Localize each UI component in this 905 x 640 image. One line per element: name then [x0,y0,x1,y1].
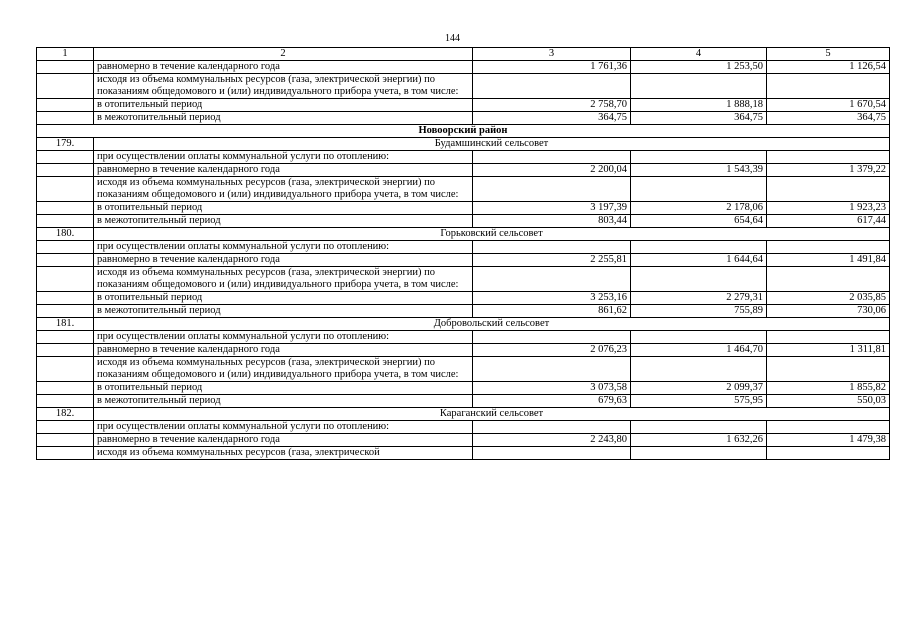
row-label: в межотопительный период [94,305,473,318]
value-cell-v5: 1 670,54 [767,99,890,112]
table-row [37,447,890,460]
settlement-row [37,408,890,421]
row-number-cell [37,357,94,382]
table-row [37,382,890,395]
settlement-name: Горьковский сельсовет [94,228,890,241]
value-cell-v4: 1 644,64 [631,254,767,267]
value-cell-v5: 1 379,22 [767,164,890,177]
value-cell-v3: 3 073,58 [473,382,631,395]
row-number-cell [37,99,94,112]
settlement-row [37,318,890,331]
value-cell-v5 [767,74,890,99]
value-cell-v4 [631,421,767,434]
row-number-cell [37,215,94,228]
row-label: исходя из объема коммунальных ресурсов (газа, электрической энергии) по показаниям общедомового и (или) индивидуального прибора учета, в том числе: [94,177,473,202]
column-header-row [37,48,890,61]
value-cell-v4: 2 099,37 [631,382,767,395]
value-cell-v4: 575,95 [631,395,767,408]
value-cell-v4: 654,64 [631,215,767,228]
row-label: исходя из объема коммунальных ресурсов (газа, электрической энергии) по показаниям общедомового и (или) индивидуального прибора учета, в том числе: [94,267,473,292]
table-row [37,215,890,228]
value-cell-v4 [631,74,767,99]
settlement-number: 180. [37,228,94,241]
table-row [37,344,890,357]
tariff-table [36,47,890,460]
value-cell-v5: 1 311,81 [767,344,890,357]
row-label: исходя из объема коммунальных ресурсов (газа, электрической энергии) по показаниям общедомового и (или) индивидуального прибора учета, в том числе: [94,74,473,99]
row-number-cell [37,74,94,99]
value-cell-v3: 803,44 [473,215,631,228]
value-cell-v3 [473,177,631,202]
district-row [37,125,890,138]
value-cell-v5: 1 855,82 [767,382,890,395]
row-label: равномерно в течение календарного года [94,434,473,447]
value-cell-v3 [473,421,631,434]
row-label: исходя из объема коммунальных ресурсов (газа, электрической [94,447,473,460]
value-cell-v5: 364,75 [767,112,890,125]
row-number-cell [37,292,94,305]
value-cell-v3 [473,357,631,382]
value-cell-v3 [473,241,631,254]
table-row [37,112,890,125]
settlement-row [37,138,890,151]
row-label: исходя из объема коммунальных ресурсов (газа, электрической энергии) по показаниям общедомового и (или) индивидуального прибора учета, в том числе: [94,357,473,382]
value-cell-v5: 1 479,38 [767,434,890,447]
row-number-cell [37,305,94,318]
row-number-cell [37,267,94,292]
value-cell-v3: 2 255,81 [473,254,631,267]
row-label: при осуществлении оплаты коммунальной услуги по отоплению: [94,241,473,254]
value-cell-v5 [767,151,890,164]
settlement-row [37,228,890,241]
column-header: 2 [94,48,473,61]
row-number-cell [37,151,94,164]
value-cell-v3: 679,63 [473,395,631,408]
value-cell-v5: 1 491,84 [767,254,890,267]
value-cell-v3 [473,151,631,164]
value-cell-v4 [631,177,767,202]
value-cell-v4 [631,447,767,460]
column-header: 4 [631,48,767,61]
value-cell-v4: 2 279,31 [631,292,767,305]
value-cell-v4: 364,75 [631,112,767,125]
value-cell-v4 [631,241,767,254]
value-cell-v3: 2 243,80 [473,434,631,447]
value-cell-v3 [473,267,631,292]
value-cell-v3: 3 253,16 [473,292,631,305]
value-cell-v4: 1 253,50 [631,61,767,74]
value-cell-v5 [767,267,890,292]
row-label: в межотопительный период [94,395,473,408]
column-header: 1 [37,48,94,61]
row-label: в межотопительный период [94,215,473,228]
table-row [37,267,890,292]
row-number-cell [37,331,94,344]
row-number-cell [37,61,94,74]
value-cell-v4: 1 464,70 [631,344,767,357]
row-number-cell [37,382,94,395]
value-cell-v5 [767,447,890,460]
value-cell-v5 [767,241,890,254]
value-cell-v4 [631,151,767,164]
table-row [37,331,890,344]
value-cell-v3: 861,62 [473,305,631,318]
table-row [37,292,890,305]
row-number-cell [37,202,94,215]
settlement-number: 182. [37,408,94,421]
row-number-cell [37,177,94,202]
table-row [37,74,890,99]
value-cell-v5 [767,357,890,382]
row-number-cell [37,395,94,408]
table-row [37,395,890,408]
column-header: 5 [767,48,890,61]
value-cell-v3 [473,74,631,99]
table-row [37,357,890,382]
settlement-number: 181. [37,318,94,331]
value-cell-v4: 2 178,06 [631,202,767,215]
value-cell-v3: 3 197,39 [473,202,631,215]
table-row [37,151,890,164]
value-cell-v4 [631,331,767,344]
value-cell-v4: 1 543,39 [631,164,767,177]
table-row [37,421,890,434]
page-number: 144 [445,33,460,44]
district-title: Новоорский район [37,125,890,138]
value-cell-v5 [767,177,890,202]
value-cell-v3: 1 761,36 [473,61,631,74]
row-number-cell [37,254,94,267]
value-cell-v5 [767,421,890,434]
settlement-name: Будамшинский сельсовет [94,138,890,151]
table-row [37,99,890,112]
row-number-cell [37,434,94,447]
settlement-name: Добровольский сельсовет [94,318,890,331]
value-cell-v5: 730,06 [767,305,890,318]
value-cell-v3: 364,75 [473,112,631,125]
row-label: в отопительный период [94,202,473,215]
value-cell-v4: 755,89 [631,305,767,318]
value-cell-v3 [473,447,631,460]
row-number-cell [37,112,94,125]
value-cell-v4: 1 888,18 [631,99,767,112]
table-row [37,202,890,215]
value-cell-v4: 1 632,26 [631,434,767,447]
table-row [37,241,890,254]
row-number-cell [37,241,94,254]
row-label: при осуществлении оплаты коммунальной услуги по отоплению: [94,331,473,344]
value-cell-v3 [473,331,631,344]
row-label: равномерно в течение календарного года [94,61,473,74]
table-row [37,61,890,74]
row-label: в отопительный период [94,292,473,305]
column-header: 3 [473,48,631,61]
row-label: при осуществлении оплаты коммунальной услуги по отоплению: [94,421,473,434]
table-row [37,177,890,202]
row-label: в отопительный период [94,382,473,395]
row-number-cell [37,344,94,357]
value-cell-v4 [631,267,767,292]
row-number-cell [37,421,94,434]
row-label: при осуществлении оплаты коммунальной услуги по отоплению: [94,151,473,164]
settlement-name: Караганский сельсовет [94,408,890,421]
value-cell-v5: 2 035,85 [767,292,890,305]
row-label: равномерно в течение календарного года [94,344,473,357]
value-cell-v5: 1 923,23 [767,202,890,215]
row-label: равномерно в течение календарного года [94,164,473,177]
row-label: в межотопительный период [94,112,473,125]
value-cell-v4 [631,357,767,382]
table-row [37,254,890,267]
row-number-cell [37,164,94,177]
table-row [37,434,890,447]
row-number-cell [37,447,94,460]
row-label: в отопительный период [94,99,473,112]
value-cell-v3: 2 076,23 [473,344,631,357]
value-cell-v5 [767,331,890,344]
value-cell-v5: 617,44 [767,215,890,228]
value-cell-v3: 2 758,70 [473,99,631,112]
table-row [37,305,890,318]
value-cell-v5: 550,03 [767,395,890,408]
value-cell-v3: 2 200,04 [473,164,631,177]
row-label: равномерно в течение календарного года [94,254,473,267]
value-cell-v5: 1 126,54 [767,61,890,74]
table-row [37,164,890,177]
settlement-number: 179. [37,138,94,151]
